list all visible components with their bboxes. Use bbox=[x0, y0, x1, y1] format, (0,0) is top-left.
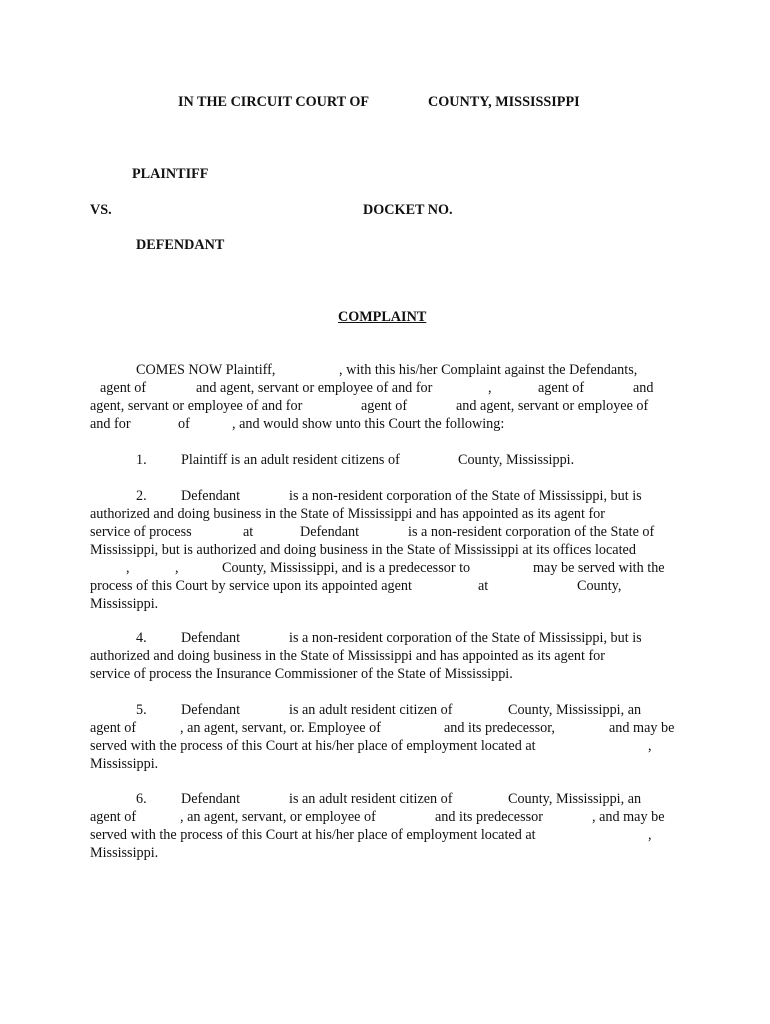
paragraph-5-line3-b: , bbox=[648, 738, 652, 754]
paragraph-5-line2-a: agent of bbox=[90, 720, 137, 736]
intro-line4-c: , and would show unto this Court the following: bbox=[232, 416, 505, 432]
paragraph-2-line1-a: Defendant bbox=[181, 488, 241, 504]
paragraph-6-line4: Mississippi. bbox=[90, 845, 159, 861]
paragraph-6-line2-d: , and may be bbox=[592, 809, 665, 825]
intro-line1-a: COMES NOW Plaintiff, bbox=[136, 362, 276, 378]
paragraph-6-line3-a: served with the process of this Court at his/her place of employment located at bbox=[90, 827, 536, 843]
vs-label: VS. bbox=[90, 202, 112, 218]
paragraph-5-line3-a: served with the process of this Court at his/her place of employment located at bbox=[90, 738, 536, 754]
paragraph-2-line5-d: may be served with the bbox=[533, 560, 665, 576]
paragraph-2-line7: Mississippi. bbox=[90, 596, 159, 612]
paragraph-6-number: 6. bbox=[136, 791, 147, 807]
paragraph-2-line2: authorized and doing business in the State of Mississippi and has appointed as its agent for bbox=[90, 506, 606, 522]
paragraph-4-line2: authorized and doing business in the State of Mississippi and has appointed as its agent for bbox=[90, 648, 606, 664]
intro-line2-c: , bbox=[488, 380, 492, 396]
paragraph-4-number: 4. bbox=[136, 630, 147, 646]
defendant-label: DEFENDANT bbox=[136, 237, 225, 253]
paragraph-2-line5-a: , bbox=[126, 560, 130, 576]
paragraph-6-line1-b: is an adult resident citizen of bbox=[289, 791, 453, 807]
paragraph-5-line1-b: is an adult resident citizen of bbox=[289, 702, 453, 718]
docket-number-label: DOCKET NO. bbox=[363, 202, 453, 218]
paragraph-2-line6-a: process of this Court by service upon its appointed agent bbox=[90, 578, 412, 594]
paragraph-5-number: 5. bbox=[136, 702, 147, 718]
paragraph-6-line2-a: agent of bbox=[90, 809, 137, 825]
paragraph-6-line3-b: , bbox=[648, 827, 652, 843]
paragraph-5-line1-a: Defendant bbox=[181, 702, 241, 718]
paragraph-1-b: County, Mississippi. bbox=[458, 452, 575, 468]
paragraph-2-line3-a: service of process bbox=[90, 524, 192, 540]
court-heading-prefix: IN THE CIRCUIT COURT OF bbox=[178, 94, 370, 110]
paragraph-2-line3-b: at bbox=[243, 524, 254, 540]
intro-line4-a: and for bbox=[90, 416, 131, 432]
intro-line1-b: , with this his/her Complaint against the Defendants, bbox=[339, 362, 638, 378]
paragraph-2-line3-d: is a non-resident corporation of the State of bbox=[408, 524, 655, 540]
paragraph-5-line4: Mississippi. bbox=[90, 756, 159, 772]
intro-line2-a: agent of bbox=[100, 380, 147, 396]
paragraph-6-line2-b: , an agent, servant, or employee of bbox=[180, 809, 376, 825]
paragraph-4-line1-a: Defendant bbox=[181, 630, 241, 646]
paragraph-1-number: 1. bbox=[136, 452, 147, 468]
paragraph-5-line1-c: County, Mississippi, an bbox=[508, 702, 642, 718]
plaintiff-label: PLAINTIFF bbox=[132, 166, 209, 182]
paragraph-4-line3: service of process the Insurance Commissioner of the State of Mississippi. bbox=[90, 666, 513, 682]
intro-line2-d: agent of bbox=[538, 380, 585, 396]
paragraph-2-line6-b: at bbox=[478, 578, 489, 594]
paragraph-6-line2-c: and its predecessor bbox=[435, 809, 543, 825]
intro-line3-a: agent, servant or employee of and for bbox=[90, 398, 303, 414]
paragraph-2-line3-c: Defendant bbox=[300, 524, 360, 540]
intro-line3-b: agent of bbox=[361, 398, 408, 414]
paragraph-6-line1-c: County, Mississippi, an bbox=[508, 791, 642, 807]
intro-line2-e: and bbox=[633, 380, 654, 396]
intro-line2-b: and agent, servant or employee of and for bbox=[196, 380, 433, 396]
complaint-title: COMPLAINT bbox=[338, 309, 427, 325]
intro-line4-b: of bbox=[178, 416, 190, 432]
court-heading-suffix: COUNTY, MISSISSIPPI bbox=[428, 94, 580, 110]
paragraph-2-line4: Mississippi, but is authorized and doing business in the State of Mississippi at its offices located bbox=[90, 542, 636, 558]
paragraph-5-line2-c: and its predecessor, bbox=[444, 720, 555, 736]
paragraph-5-line2-b: , an agent, servant, or. Employee of bbox=[180, 720, 381, 736]
paragraph-2-line1-b: is a non-resident corporation of the State of Mississippi, but is bbox=[289, 488, 642, 504]
paragraph-4-line1-b: is a non-resident corporation of the State of Mississippi, but is bbox=[289, 630, 642, 646]
paragraph-2-line6-c: County, bbox=[577, 578, 622, 594]
paragraph-2-number: 2. bbox=[136, 488, 147, 504]
paragraph-1-a: Plaintiff is an adult resident citizens of bbox=[181, 452, 400, 468]
paragraph-6-line1-a: Defendant bbox=[181, 791, 241, 807]
paragraph-2-line5-b: , bbox=[175, 560, 179, 576]
paragraph-2-line5-c: County, Mississippi, and is a predecessor to bbox=[222, 560, 471, 576]
paragraph-5-line2-d: and may be bbox=[609, 720, 675, 736]
intro-line3-c: and agent, servant or employee of bbox=[456, 398, 649, 414]
